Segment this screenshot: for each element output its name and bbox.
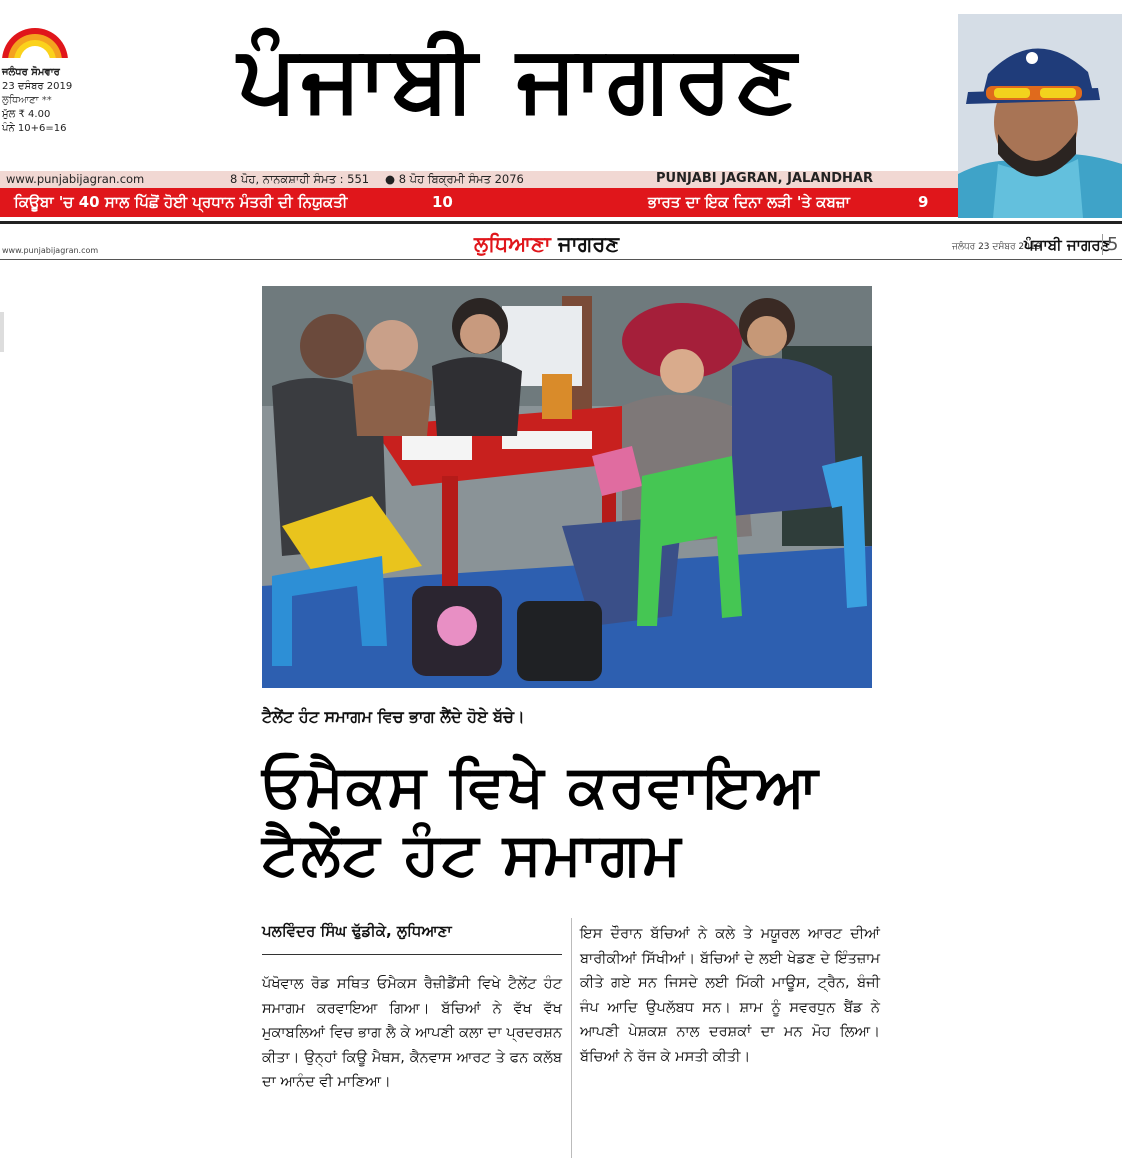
city-day: ਜਲੰਧਰ ਸੋਮਵਾਰ (2, 67, 60, 78)
nanakshahi-date: 8 ਪੋਹ, ਨਾਨਕਸ਼ਾਹੀ ਸੰਮਤ : 551 (230, 172, 370, 186)
page-edge-mark (0, 312, 4, 352)
news-photo (262, 286, 872, 688)
edition-name: ਲੁਧਿਆਣਾ ** (2, 95, 52, 106)
masthead-info-bar (0, 171, 958, 188)
section-city: ਲੁਧਿਆਣਾ (474, 232, 551, 256)
article-column-1: ਪੱਖੋਵਾਲ ਰੋਡ ਸਥਿਤ ਓਮੈਕਸ ਰੈਜ਼ੀਡੈਂਸੀ ਵਿਖੇ ਟੈਲੇਂਟ ਹੰਟ ਸਮਾਗਮ ਕਰਵਾਇਆ ਗਿਆ। ਬੱਚਿਆਂ ਨੇ ਵੱਖ ਵੱਖ ਮੁਕਾਬਲਿਆਂ ਵਿਚ ਭਾਗ ਲੈ ਕੇ ਆਪਣੀ ਕਲਾ ਦਾ ਪ੍ਰਦਰਸ਼ਨ ਕੀਤਾ। ਉਨ੍ਹਾਂ ਕਿਊ ਮੈਥਸ, ਕੈਨਵਾਸ ਆਰਟ ਤੇ ਫਨ ਕਲੱਬ ਦਾ ਆਨੰਦ ਵੀ ਮਾਣਿਆ। (262, 976, 562, 1090)
photo-caption: ਟੈਲੇਂਟ ਹੰਟ ਸਮਾਗਮ ਵਿਚ ਭਾਗ ਲੈਂਦੇ ਹੋਏ ਬੱਚੇ। (262, 707, 525, 726)
teaser-bar (0, 188, 958, 217)
column-divider (571, 918, 572, 1158)
newspaper-title: ਪੰਜਾਬੀ ਜਾਗਰਣ (237, 24, 801, 132)
byline-divider (262, 954, 562, 955)
teaser-left-page: 10 (432, 193, 453, 211)
page-date: ਜਲੰਧਰ 23 ਦਸੰਬਰ 2019 (952, 242, 1042, 252)
page-url: www.punjabijagran.com (2, 246, 99, 255)
section-title (474, 232, 619, 257)
teaser-right-page: 9 (918, 193, 929, 211)
cricketer-photo (958, 14, 1122, 218)
page-header-rule (0, 259, 1122, 260)
headline-line-1: ਓਮੈਕਸ ਵਿਖੇ ਕਰਵਾਇਆ (262, 752, 820, 820)
page-count: ਪੰਨੇ 10+6=16 (2, 123, 67, 134)
article-byline: ਪਲਵਿੰਦਰ ਸਿੰਘ ਢੁੱਡੀਕੇ, ਲੁਧਿਆਣਾ (262, 922, 452, 940)
price: ਮੁੱਲ ₹ 4.00 (2, 109, 51, 120)
article-column-2: ਇਸ ਦੌਰਾਨ ਬੱਚਿਆਂ ਨੇ ਕਲੇ ਤੇ ਮਯੂਰਲ ਆਰਟ ਦੀਆਂ ਬਾਰੀਕੀਆਂ ਸਿੱਖੀਆਂ। ਬੱਚਿਆਂ ਦੇ ਲਈ ਖੇਡਣ ਦੇ ਇੰਤਜ਼ਾਮ ਕੀਤੇ ਗਏ ਸਨ ਜਿਸਦੇ ਲਈ ਮਿੱਕੀ ਮਾਊਸ, ਟ੍ਰੈਨ, ਬੰਜੀ ਜੰਪ ਆਦਿ ਉਪਲੱਬਧ ਸਨ। ਸ਼ਾਮ ਨੂੰ ਸਵਰਧੁਨ ਬੈਂਡ ਨੇ ਆਪਣੀ ਪੇਸ਼ਕਸ਼ ਨਾਲ ਦਰਸ਼ਕਾਂ ਦਾ ਮਨ ਮੋਹ ਲਿਆ। ਬੱਚਿਆਂ ਨੇ ਰੱਜ ਕੇ ਮਸਤੀ ਕੀਤੀ। (580, 926, 880, 1065)
bikrami-date: ● 8 ਪੋਹ ਬਿਕ੍ਰਮੀ ਸੰਮਤ 2076 (385, 172, 524, 186)
teaser-left[interactable]: ਕਿਊਬਾ 'ਚ 40 ਸਾਲ ਪਿੱਛੋਂ ਹੋਈ ਪ੍ਰਧਾਨ ਮੰਤਰੀ ਦੀ ਨਿਯੁਕਤੀ (14, 193, 348, 211)
teaser-right[interactable]: ਭਾਰਤ ਦਾ ਇਕ ਦਿਨਾ ਲੜੀ 'ਤੇ ਕਬਜ਼ਾ (648, 193, 850, 211)
brand-sun-logo (2, 28, 68, 58)
section-brand: ਜਾਗਰਣ (550, 232, 620, 256)
website-link[interactable]: www.punjabijagran.com (6, 172, 145, 186)
masthead-divider (0, 221, 1122, 224)
issue-date: 23 ਦਸੰਬਰ 2019 (2, 81, 73, 92)
publication-name: PUNJABI JAGRAN, JALANDHAR (656, 171, 873, 186)
page-header (0, 228, 1122, 260)
article-headline (262, 752, 882, 888)
headline-line-2: ਟੈਲੇਂਟ ਹੰਟ ਸਮਾਗਮ (262, 820, 683, 888)
edition-info (2, 66, 127, 136)
page-paper-name: ਪੰਜਾਬੀ ਜਾਗਰਣ (1024, 236, 1111, 254)
page-number: 5 (1102, 234, 1118, 255)
